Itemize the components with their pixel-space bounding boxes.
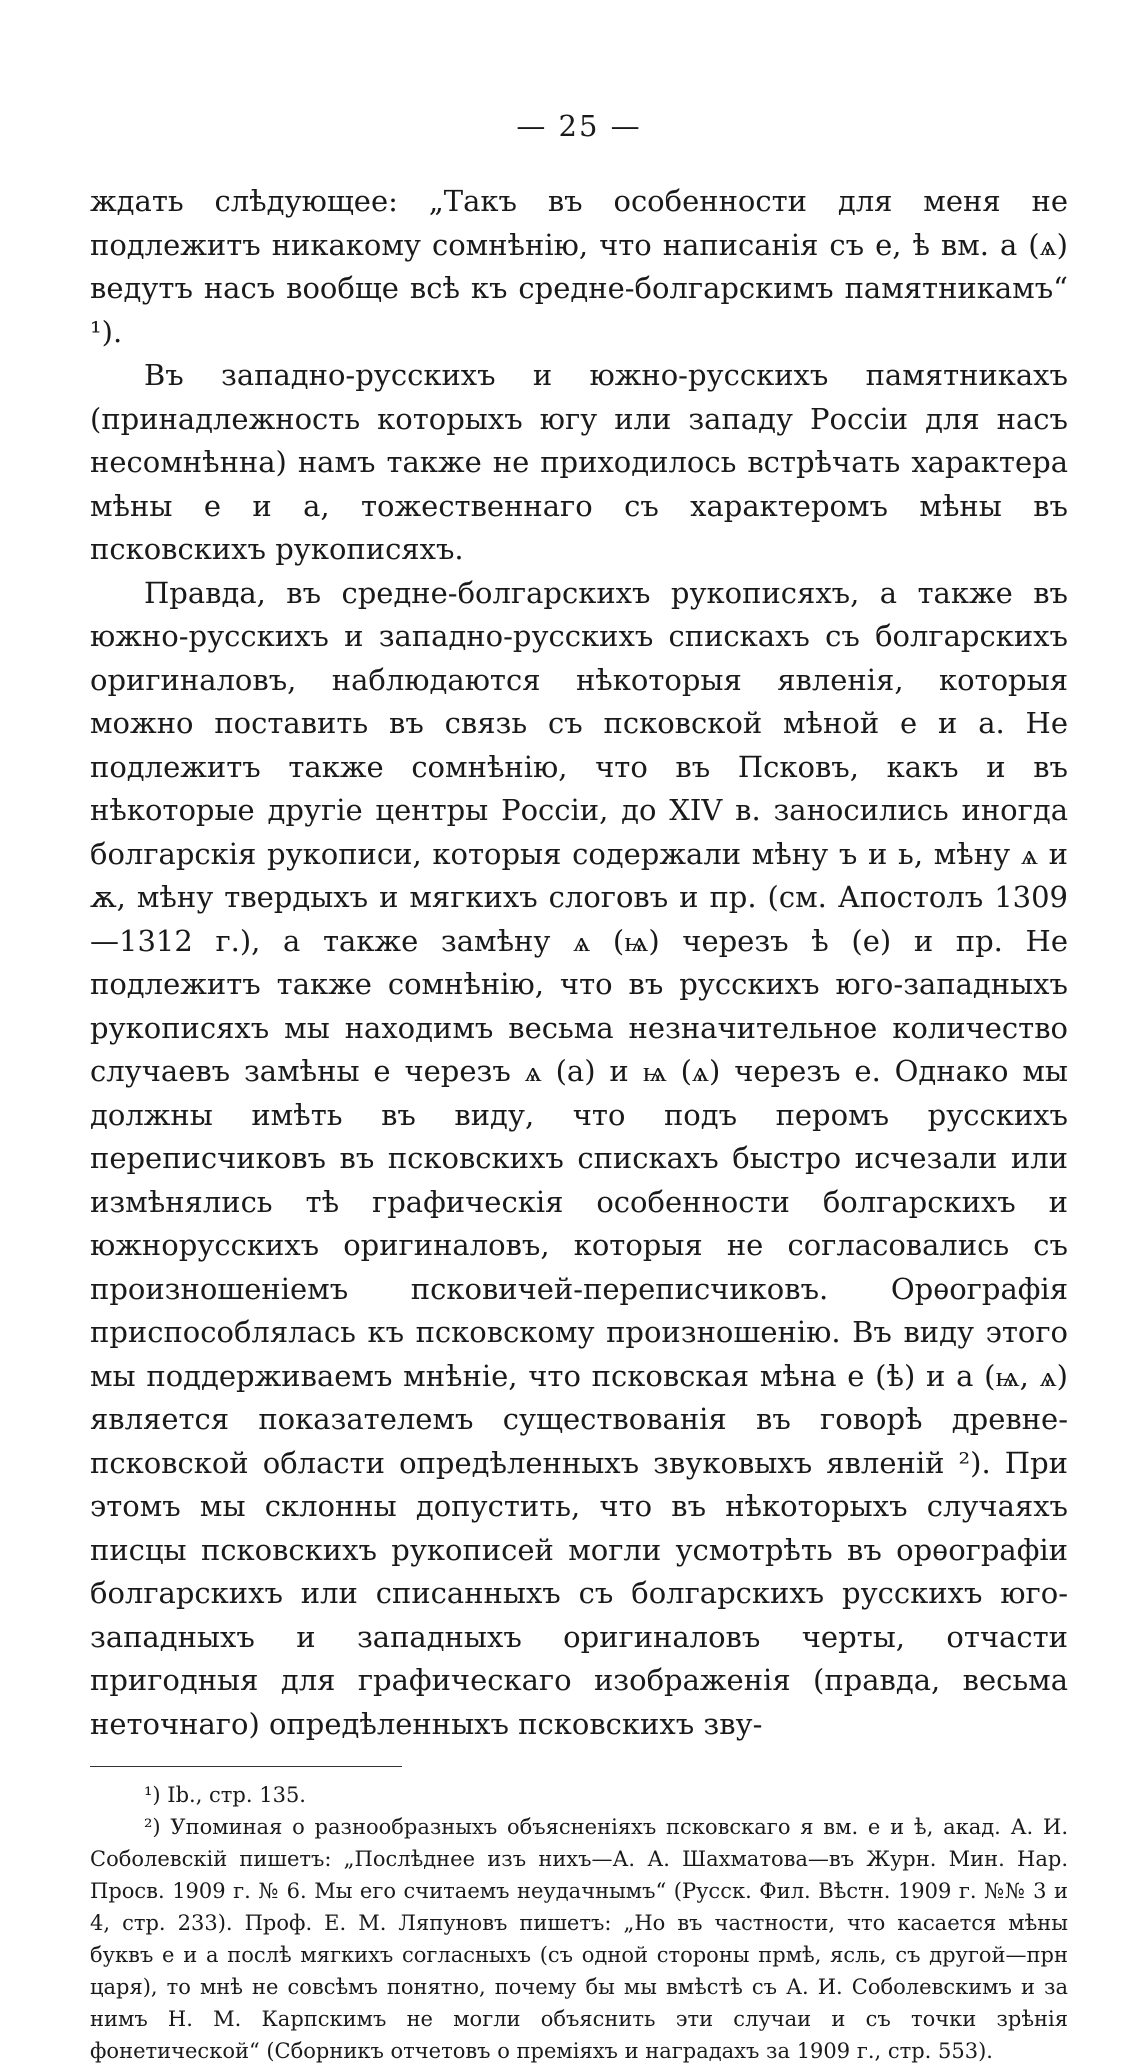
- document-page: [90, 96, 1068, 2067]
- footnote-2: ²) Упоминая о разнообразныхъ объясненіяхъ псковскаго я вм. е и ѣ, акад. А. И. Соболевскій пишетъ: „Послѣднее изъ нихъ—А. А. Шахматова—въ Журн. Мин. Нар. Просв. 1909 г. № 6. Мы его считаемъ неудачнымъ“ (Русск. Фил. Вѣстн. 1909 г. №№ 3 и 4, стр. 233). Проф. Е. М. Ляпуновъ пишетъ: „Но въ частности, что касается мѣны буквъ е и а послѣ мягкихъ согласныхъ (съ одной стороны прмѣ, ясль, съ другой—прн царя), то мнѣ не совсѣмъ понятно, почему бы мы вмѣстѣ съ А. И. Соболевскимъ и за нимъ Н. М. Карпскимъ не могли объяснить эти случаи и съ точки зрѣнія фонетической“ (Сборникъ отчетовъ о преміяхъ и наградахъ за 1909 г., стр. 553).: [90, 1815, 1068, 2063]
- footnote-1: ¹) Ib., стр. 135.: [144, 1783, 306, 1807]
- main-text: [90, 180, 1068, 1746]
- paragraph-3: Правда, въ средне-болгарскихъ рукописяхъ, а также въ южно-русскихъ и западно-русскихъ спискахъ съ болгарскихъ оригиналовъ, наблюдаются нѣкоторыя явленія, которыя можно поставить въ связь съ псковской мѣной е и а. Не подлежитъ также сомнѣнію, что въ Псковъ, какъ и въ нѣкоторые другіе центры Россіи, до XIV в. заносились иногда болгарскія рукописи, которыя содержали мѣну ъ и ь, мѣну ѧ и ѫ, мѣну твердыхъ и мягкихъ слоговъ и пр. (см. Апостолъ 1309—1312 г.), а также замѣну ѧ (ѩ) черезъ ѣ (е) и пр. Не подлежитъ также сомнѣнію, что въ русскихъ юго-западныхъ рукописяхъ мы находимъ весьма незначительное количество случаевъ замѣны е черезъ ѧ (а) и ѩ (ѧ) черезъ е. Однако мы должны имѣть въ виду, что подъ перомъ русскихъ переписчиковъ въ псковскихъ спискахъ быстро исчезали или измѣнялись тѣ графическія особенности болгарскихъ и южнорусскихъ оригиналовъ, которыя не согласовались съ произношеніемъ псковичей-переписчиковъ. Орѳографія приспособлялась къ псковскому произношенію. Въ виду этого мы поддерживаемъ мнѣніе, что псковская мѣна е (ѣ) и а (ѩ, ѧ) является показателемъ существованія въ говорѣ древне-псковской области опредѣленныхъ звуковыхъ явленій ²). При этомъ мы склонны допустить, что въ нѣкоторыхъ случаяхъ писцы псковскихъ рукописей могли усмотрѣть въ орѳографіи болгарскихъ или списанныхъ съ болгарскихъ русскихъ юго-западныхъ и западныхъ оригиналовъ черты, отчасти пригодныя для графическаго изображенія (правда, весьма неточнаго) опредѣленныхъ псковскихъ зву-: [90, 575, 1068, 1741]
- page-number: — 25 —: [516, 109, 642, 143]
- paragraph-1: ждать слѣдующее: „Такъ въ особенности для меня не подлежитъ никакому сомнѣнію, что написанія съ е, ѣ вм. а (ѧ) ведутъ насъ вообще всѣ къ средне-болгарскимъ памятникамъ“ ¹).: [90, 184, 1068, 349]
- footnotes: [90, 1779, 1068, 2067]
- footnote-divider: [90, 1766, 402, 1767]
- paragraph-2: Въ западно-русскихъ и южно-русскихъ памятникахъ (принадлежность которыхъ югу или западу Россіи для насъ несомнѣнна) намъ также не приходилось встрѣчать характера мѣны е и а, тожественнаго съ характеромъ мѣны въ псковскихъ рукописяхъ.: [90, 358, 1068, 566]
